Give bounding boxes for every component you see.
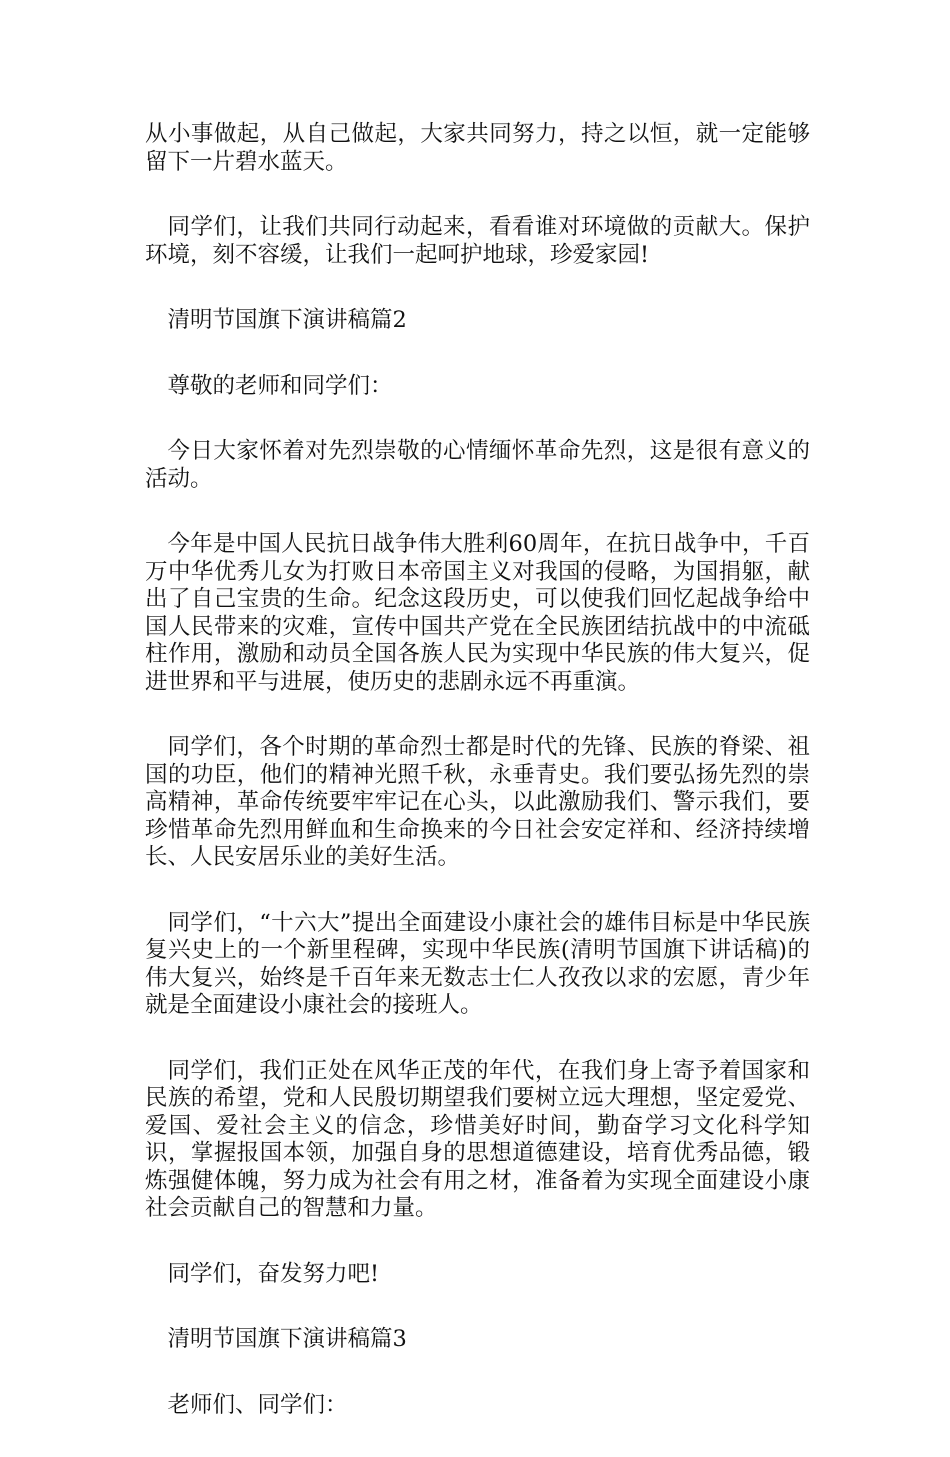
section-heading: 清明节国旗下演讲稿篇3	[167, 1326, 407, 1352]
salutation: 老师们、同学们：	[167, 1391, 348, 1418]
document-page	[145, 121, 810, 1457]
paragraph: 同学们，奋发努力吧!	[167, 1260, 380, 1287]
salutation: 尊敬的老师和同学们：	[167, 372, 393, 399]
paragraph: 同学们，各个时期的革命烈士都是时代的先锋、民族的脊梁、祖国的功臣，他们的精神光照千秋，永垂青史。我们要弘扬先烈的崇高精神，革命传统要牢牢记在心头，以此激励我们、警示我们，要珍惜革命先烈用鲜血和生命换来的今日社会安定祥和、经济持续增长、人民安居乐业的美好生活。	[145, 734, 810, 870]
paragraph: 同学们，让我们共同行动起来，看看谁对环境做的贡献大。保护环境，刻不容缓，让我们一起呵护地球，珍爱家园!	[145, 214, 810, 268]
section-heading: 清明节国旗下演讲稿篇2	[167, 307, 407, 333]
paragraph: 同学们，“十六大”提出全面建设小康社会的雄伟目标是中华民族复兴史上的一个新里程碑，实现中华民族(清明节国旗下讲话稿)的伟大复兴，始终是千百年来无数志士仁人孜孜以求的宏愿，青少年就是全面建设小康社会的接班人。	[145, 909, 810, 1018]
paragraph: 今年是中国人民抗日战争伟大胜利60周年，在抗日战争中，千百万中华优秀儿女为打败日本帝国主义对我国的侵略，为国捐躯，献出了自己宝贵的生命。纪念这段历史，可以使我们回忆起战争给中国人民带来的灾难，宣传中国共产党在全民族团结抗战中的中流砥柱作用，激励和动员全国各族人民为实现中华民族的伟大复兴，促进世界和平与进展，使历史的悲剧永远不再重演。	[145, 531, 810, 695]
paragraph: 今日大家怀着对先烈崇敬的心情缅怀革命先烈，这是很有意义的活动。	[145, 438, 810, 492]
paragraph: 同学们，我们正处在风华正茂的年代，在我们身上寄予着国家和民族的希望，党和人民殷切期望我们要树立远大理想，坚定爱党、爱国、爱社会主义的信念，珍惜美好时间，勤奋学习文化科学知识，掌握报国本领，加强自身的思想道德建设，培育优秀品德，锻炼强健体魄，努力成为社会有用之材，准备着为实现全面建设小康社会贡献自己的智慧和力量。	[145, 1057, 810, 1221]
paragraph-continuation: 从小事做起，从自己做起，大家共同努力，持之以恒，就一定能够留下一片碧水蓝天。	[145, 121, 810, 175]
